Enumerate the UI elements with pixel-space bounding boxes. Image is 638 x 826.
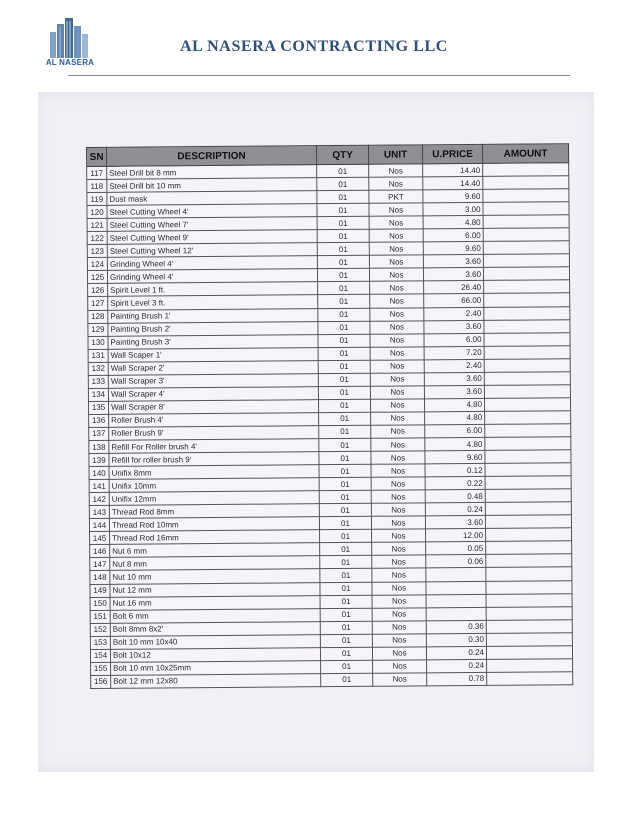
- item-description: Steel Drill bit 10 mm: [107, 178, 317, 193]
- item-amount: [483, 254, 569, 268]
- item-unit-price: [426, 568, 486, 582]
- item-amount: [486, 593, 572, 607]
- item-amount: [485, 463, 571, 477]
- item-unit-price: 0.48: [425, 490, 485, 504]
- item-unit: Nos: [370, 307, 424, 320]
- item-qty: 01: [318, 295, 370, 308]
- item-unit: Nos: [372, 620, 426, 633]
- item-sn: 131: [88, 349, 108, 362]
- item-sn: 127: [88, 297, 108, 310]
- item-unit: Nos: [370, 360, 424, 373]
- item-unit-price: 0.12: [425, 463, 485, 477]
- item-sn: 150: [90, 597, 110, 610]
- item-description: Thread Rod 10mm: [109, 517, 319, 532]
- item-qty: 01: [320, 582, 372, 595]
- item-description: Thread Rod 8mm: [109, 504, 319, 519]
- item-qty: 01: [317, 256, 369, 269]
- item-sn: 119: [87, 192, 107, 205]
- item-description: Bolt 12 mm 12x80: [111, 674, 321, 689]
- item-sn: 133: [88, 375, 108, 388]
- item-sn: 151: [90, 610, 110, 623]
- item-unit-price: 9.60: [423, 242, 483, 256]
- item-sn: 117: [87, 166, 107, 179]
- item-sn: 140: [89, 466, 109, 479]
- item-amount: [486, 554, 572, 568]
- item-unit-price: 3.60: [423, 268, 483, 282]
- item-unit-price: 4.80: [424, 398, 484, 412]
- item-unit-price: 9.60: [425, 450, 485, 464]
- item-unit-price: 6.00: [424, 333, 484, 347]
- item-unit-price: 12.00: [426, 529, 486, 543]
- item-unit-price: 0.06: [426, 555, 486, 569]
- item-unit-price: 3.60: [425, 516, 485, 530]
- item-qty: 01: [320, 647, 372, 660]
- item-unit: Nos: [371, 464, 425, 477]
- item-description: Unifix 10mm: [109, 478, 319, 493]
- item-unit: Nos: [372, 594, 426, 607]
- column-header-sn: SN: [87, 147, 107, 166]
- item-sn: 156: [91, 675, 111, 688]
- company-title: AL NASERA CONTRACTING LLC: [180, 38, 448, 55]
- item-unit-price: 26.40: [424, 281, 484, 295]
- item-amount: [485, 502, 571, 516]
- item-description: Dust mask: [107, 191, 317, 206]
- item-amount: [483, 202, 569, 216]
- item-description: Wall Scraper 4': [108, 386, 318, 401]
- item-unit: Nos: [370, 333, 424, 346]
- item-amount: [484, 371, 570, 385]
- item-amount: [485, 437, 571, 451]
- item-unit-price: 4.80: [425, 411, 485, 425]
- item-qty: 01: [319, 503, 371, 516]
- item-qty: 01: [319, 477, 371, 490]
- item-unit-price: 3.60: [424, 372, 484, 386]
- column-header-unit: UNIT: [368, 145, 422, 164]
- item-qty: 01: [320, 608, 372, 621]
- item-sn: 118: [87, 179, 107, 192]
- item-sn: 124: [87, 258, 107, 271]
- item-unit: Nos: [371, 477, 425, 490]
- item-qty: 01: [321, 673, 373, 686]
- item-sn: 138: [89, 440, 109, 453]
- item-unit-price: 2.40: [424, 359, 484, 373]
- item-description: Bolt 8mm 8x2': [110, 621, 320, 636]
- item-sn: 126: [88, 284, 108, 297]
- item-unit-price: 4.80: [423, 216, 483, 230]
- item-description: Nut 8 mm: [110, 556, 320, 571]
- logo-wordmark: AL NASERA: [45, 58, 95, 67]
- item-qty: 01: [318, 399, 370, 412]
- item-qty: 01: [317, 190, 369, 203]
- column-header-unit-price: U.PRICE: [422, 144, 482, 163]
- item-description: Grinding Wheel 4': [107, 256, 317, 271]
- item-unit-price: 9.60: [423, 189, 483, 203]
- item-sn: 144: [89, 519, 109, 532]
- item-amount: [483, 176, 569, 190]
- item-unit-price: 0.30: [426, 633, 486, 647]
- item-unit-price: 0.22: [425, 477, 485, 491]
- item-sn: 129: [88, 323, 108, 336]
- item-sn: 143: [89, 506, 109, 519]
- item-unit-price: 0.78: [427, 672, 487, 686]
- item-qty: 01: [320, 621, 372, 634]
- item-sn: 137: [89, 427, 109, 440]
- item-sn: 135: [88, 401, 108, 414]
- item-description: Refill For Roller brush 4': [109, 439, 319, 454]
- item-unit: Nos: [370, 347, 424, 360]
- item-description: Nut 12 mm: [110, 582, 320, 597]
- item-amount: [485, 476, 571, 490]
- item-amount: [485, 489, 571, 503]
- item-unit: Nos: [373, 673, 427, 686]
- item-unit-price: 3.60: [423, 255, 483, 269]
- item-description: Roller Brush 9': [109, 426, 319, 441]
- item-description: Steel Drill bit 8 mm: [107, 165, 317, 180]
- item-amount: [486, 645, 572, 659]
- item-qty: 01: [318, 334, 370, 347]
- item-sn: 123: [87, 245, 107, 258]
- item-description: Nut 10 mm: [110, 569, 320, 584]
- item-amount: [486, 567, 572, 581]
- item-description: Wall Scraper 2': [108, 360, 318, 375]
- item-description: Grinding Wheel 4': [107, 269, 317, 284]
- item-unit: Nos: [370, 320, 424, 333]
- table-body: [87, 163, 573, 689]
- item-unit: Nos: [371, 503, 425, 516]
- item-description: Wall Scraper 8': [108, 400, 318, 415]
- item-sn: 120: [87, 205, 107, 218]
- column-header-description: DESCRIPTION: [107, 146, 317, 167]
- item-amount: [484, 384, 570, 398]
- item-unit: Nos: [372, 555, 426, 568]
- item-sn: 128: [88, 310, 108, 323]
- item-sn: 122: [87, 232, 107, 245]
- item-amount: [486, 528, 572, 542]
- item-amount: [486, 541, 572, 555]
- item-qty: 01: [318, 386, 370, 399]
- item-qty: 01: [318, 360, 370, 373]
- item-unit: Nos: [369, 216, 423, 229]
- item-unit-price: 6.00: [423, 229, 483, 243]
- item-unit-price: [426, 594, 486, 608]
- item-unit-price: 3.60: [424, 320, 484, 334]
- item-amount: [486, 580, 572, 594]
- item-description: Unifix 12mm: [109, 491, 319, 506]
- item-unit: Nos: [369, 177, 423, 190]
- item-amount: [485, 515, 571, 529]
- item-unit-price: 0.36: [426, 620, 486, 634]
- column-header-qty: QTY: [316, 145, 368, 164]
- item-amount: [485, 450, 571, 464]
- item-amount: [484, 345, 570, 359]
- item-qty: 01: [319, 425, 371, 438]
- item-unit: Nos: [370, 386, 424, 399]
- item-amount: [486, 632, 572, 646]
- item-unit: Nos: [372, 568, 426, 581]
- item-description: Bolt 10 mm 10x40: [110, 634, 320, 649]
- item-qty: 01: [318, 321, 370, 334]
- item-sn: 134: [88, 388, 108, 401]
- item-unit: Nos: [371, 451, 425, 464]
- item-unit: Nos: [371, 490, 425, 503]
- item-amount: [484, 319, 570, 333]
- item-description: Bolt 6 mm: [110, 608, 320, 623]
- item-description: Wall Scaper 1': [108, 347, 318, 362]
- item-unit-price: 3.00: [423, 203, 483, 217]
- item-description: Painting Brush 1': [108, 308, 318, 323]
- item-sn: 149: [90, 584, 110, 597]
- item-description: Painting Brush 3': [108, 334, 318, 349]
- item-sn: 142: [89, 493, 109, 506]
- item-unit: Nos: [372, 542, 426, 555]
- item-sn: 153: [90, 636, 110, 649]
- item-sn: 121: [87, 219, 107, 232]
- item-unit: Nos: [369, 164, 423, 177]
- item-description: Wall Scraper 3': [108, 373, 318, 388]
- item-description: Spirit Level 1 ft.: [108, 282, 318, 297]
- item-amount: [483, 241, 569, 255]
- item-amount: [484, 358, 570, 372]
- item-description: Painting Brush 2': [108, 321, 318, 336]
- item-qty: 01: [319, 517, 371, 530]
- item-unit: Nos: [372, 581, 426, 594]
- item-qty: 01: [317, 269, 369, 282]
- item-qty: 01: [320, 595, 372, 608]
- item-unit: Nos: [370, 281, 424, 294]
- item-sn: 139: [89, 453, 109, 466]
- item-qty: 01: [318, 347, 370, 360]
- item-unit: Nos: [372, 647, 426, 660]
- column-header-amount: AMOUNT: [482, 144, 568, 164]
- item-unit-price: 0.24: [425, 503, 485, 517]
- header-divider: [68, 75, 570, 76]
- item-amount: [486, 619, 572, 633]
- item-qty: 01: [320, 569, 372, 582]
- item-sn: 136: [89, 414, 109, 427]
- item-unit: Nos: [370, 399, 424, 412]
- price-table: [86, 143, 573, 689]
- item-description: Roller Brush 4': [109, 413, 319, 428]
- item-amount: [484, 332, 570, 346]
- item-amount: [484, 280, 570, 294]
- item-qty: 01: [319, 438, 371, 451]
- item-unit: Nos: [370, 373, 424, 386]
- item-qty: 01: [317, 216, 369, 229]
- item-unit-price: 6.00: [425, 424, 485, 438]
- item-qty: 01: [319, 464, 371, 477]
- company-logo: [44, 18, 96, 72]
- item-unit: Nos: [369, 255, 423, 268]
- item-description: Steel Cutting Wheel 9': [107, 230, 317, 245]
- item-unit: Nos: [372, 529, 426, 542]
- item-qty: 01: [317, 203, 369, 216]
- item-qty: 01: [317, 177, 369, 190]
- item-qty: 01: [320, 543, 372, 556]
- item-qty: 01: [317, 230, 369, 243]
- item-qty: 01: [317, 164, 369, 177]
- item-description: Steel Cutting Wheel 12': [107, 243, 317, 258]
- item-sn: 146: [90, 545, 110, 558]
- item-unit: Nos: [369, 203, 423, 216]
- item-sn: 145: [90, 532, 110, 545]
- item-qty: 01: [318, 282, 370, 295]
- item-unit: PKT: [369, 190, 423, 203]
- item-sn: 155: [91, 662, 111, 675]
- item-unit: Nos: [372, 634, 426, 647]
- item-sn: 132: [88, 362, 108, 375]
- item-unit-price: 14.40: [423, 176, 483, 190]
- item-unit-price: 2.40: [424, 307, 484, 321]
- item-qty: 01: [317, 243, 369, 256]
- item-sn: 152: [90, 623, 110, 636]
- item-unit: Nos: [371, 425, 425, 438]
- item-amount: [483, 163, 569, 177]
- item-sn: 130: [88, 336, 108, 349]
- building-logo-icon: [44, 18, 96, 58]
- item-qty: 01: [319, 451, 371, 464]
- item-sn: 141: [89, 479, 109, 492]
- item-unit-price: 0.05: [426, 542, 486, 556]
- item-amount: [487, 672, 573, 686]
- item-description: Nut 6 mm: [110, 543, 320, 558]
- item-amount: [483, 189, 569, 203]
- item-qty: 01: [321, 660, 373, 673]
- item-qty: 01: [319, 412, 371, 425]
- item-amount: [484, 398, 570, 412]
- item-unit-price: 14.40: [423, 163, 483, 177]
- item-amount: [484, 293, 570, 307]
- item-amount: [486, 606, 572, 620]
- item-amount: [485, 411, 571, 425]
- item-unit-price: 4.80: [425, 437, 485, 451]
- item-unit-price: [426, 581, 486, 595]
- item-description: Unifix 8mm: [109, 465, 319, 480]
- item-description: Steel Cutting Wheel 4': [107, 204, 317, 219]
- item-unit-price: 66.00: [424, 294, 484, 308]
- item-description: Steel Cutting Wheel 7': [107, 217, 317, 232]
- item-description: Nut 16 mm: [110, 595, 320, 610]
- item-amount: [483, 215, 569, 229]
- item-unit: Nos: [371, 516, 425, 529]
- item-description: Bolt 10x12: [110, 647, 320, 662]
- item-unit-price: 0.24: [426, 646, 486, 660]
- item-unit: Nos: [371, 438, 425, 451]
- item-amount: [483, 228, 569, 242]
- item-amount: [484, 306, 570, 320]
- item-unit: Nos: [370, 294, 424, 307]
- item-unit-price: 7.20: [424, 346, 484, 360]
- item-sn: 147: [90, 558, 110, 571]
- item-unit: Nos: [369, 242, 423, 255]
- item-amount: [487, 658, 573, 672]
- item-unit-price: [426, 607, 486, 621]
- item-qty: 01: [320, 530, 372, 543]
- item-sn: 125: [87, 271, 107, 284]
- item-qty: 01: [318, 308, 370, 321]
- item-unit-price: 0.24: [427, 659, 487, 673]
- item-description: Refill for roller brush 9': [109, 452, 319, 467]
- item-qty: 01: [320, 556, 372, 569]
- item-unit-price: 3.60: [424, 385, 484, 399]
- item-sn: 148: [90, 571, 110, 584]
- item-description: Thread Rod 16mm: [110, 530, 320, 545]
- item-amount: [485, 424, 571, 438]
- item-amount: [483, 267, 569, 281]
- item-unit: Nos: [371, 412, 425, 425]
- item-description: Bolt 10 mm 10x25mm: [111, 660, 321, 675]
- item-description: Spirit Level 3 ft.: [108, 295, 318, 310]
- item-unit: Nos: [373, 660, 427, 673]
- item-unit: Nos: [369, 268, 423, 281]
- item-unit: Nos: [372, 607, 426, 620]
- item-qty: 01: [319, 490, 371, 503]
- item-unit: Nos: [369, 229, 423, 242]
- item-qty: 01: [318, 373, 370, 386]
- item-sn: 154: [90, 649, 110, 662]
- item-qty: 01: [320, 634, 372, 647]
